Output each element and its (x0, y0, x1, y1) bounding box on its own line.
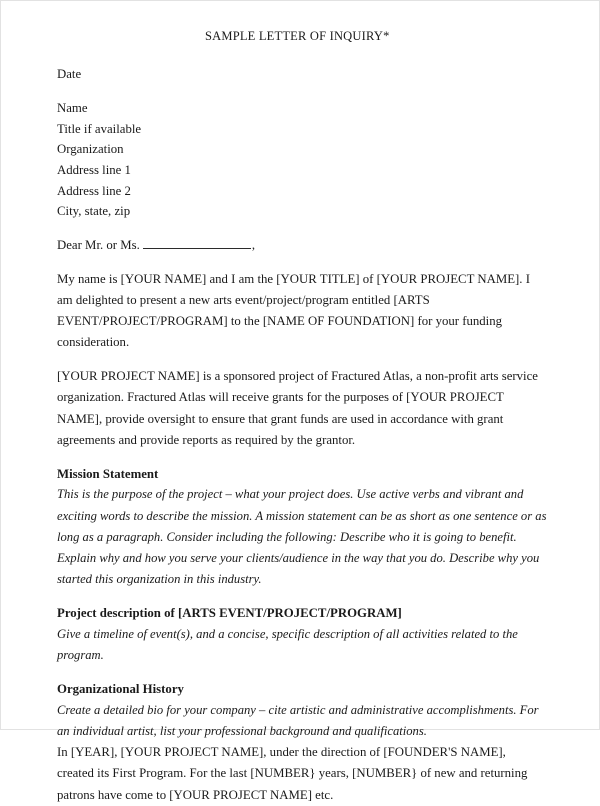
section-body-project-description: Give a timeline of event(s), and a concise, specific description of all activities related to the program. (57, 626, 518, 663)
spacer (57, 451, 559, 464)
address-line-2: Address line 2 (57, 183, 131, 198)
body-paragraph-fiscal-sponsorship: [YOUR PROJECT NAME] is a sponsored project of Fractured Atlas, a non-profit arts service organization. Fractured Atlas will receive grants for the purposes of [YOUR PROJECT NAME], provide oversight to ensure that grant funds are used in accordance with grant agreements and provide reports as required by the grantor. (57, 369, 538, 447)
section-body-organizational-history-plain: In [YEAR], [YOUR PROJECT NAME], under the direction of [FOUNDER'S NAME], created its First Program. For the last [NUMBER} years, [NUMBER} of new and returning patrons have come to [YOUR PROJECT NAME] etc. (57, 745, 528, 802)
salutation-suffix: , (251, 238, 256, 253)
spacer (57, 85, 559, 98)
date-line: Date (57, 67, 82, 82)
recipient-address-block (57, 98, 559, 222)
address-line-1: Address line 1 (57, 163, 131, 177)
section-heading-project-description: Project description of [ARTS EVENT/PROJECT/PROGRAM] (57, 606, 402, 621)
salutation-prefix: Dear Mr. or Ms. (57, 238, 140, 253)
spacer (57, 45, 559, 64)
spacer (57, 256, 559, 269)
page-title: SAMPLE LETTER OF INQUIRY* (205, 29, 390, 43)
address-line-name: Name (57, 100, 88, 115)
salutation-blank-rule (143, 237, 251, 249)
body-paragraph-intro: My name is [YOUR NAME] and I am the [YOUR TITLE] of [YOUR PROJECT NAME]. I am delighted to present a new arts event/project/program entitled [ARTS EVENT/PROJECT/PROGRAM] to the [NAME OF FOUNDATION] for your funding consideration. (57, 271, 530, 350)
section-mission-statement (57, 464, 559, 591)
salutation-line (57, 235, 559, 256)
spacer (57, 353, 559, 366)
section-heading-mission-statement: Mission Statement (57, 466, 159, 481)
section-body-mission-statement: This is the purpose of the project – what your project does. Use active verbs and vibrant and exciting words to describe the mission. A mission statement can be as short as one sentence or as long as a paragraph. Consider including the following: Describe who it is going to benefit. Explain why and how you serve your clients/audience in the way that you do. Describe why you started this organization in this industry. (57, 487, 547, 587)
section-heading-organizational-history: Organizational History (57, 682, 184, 697)
section-project-description (57, 603, 559, 666)
spacer (57, 590, 559, 603)
spacer (57, 666, 559, 679)
address-line-city-state-zip: City, state, zip (57, 204, 131, 219)
section-organizational-history (57, 679, 559, 805)
spacer (57, 222, 559, 235)
section-body-organizational-history-italic: Create a detailed bio for your company – cite artistic and administrative accomplishments. For an individual artist, list your professional background and qualifications. (57, 703, 539, 739)
address-line-title: Title if available (57, 121, 142, 136)
address-line-organization: Organization (57, 142, 124, 157)
